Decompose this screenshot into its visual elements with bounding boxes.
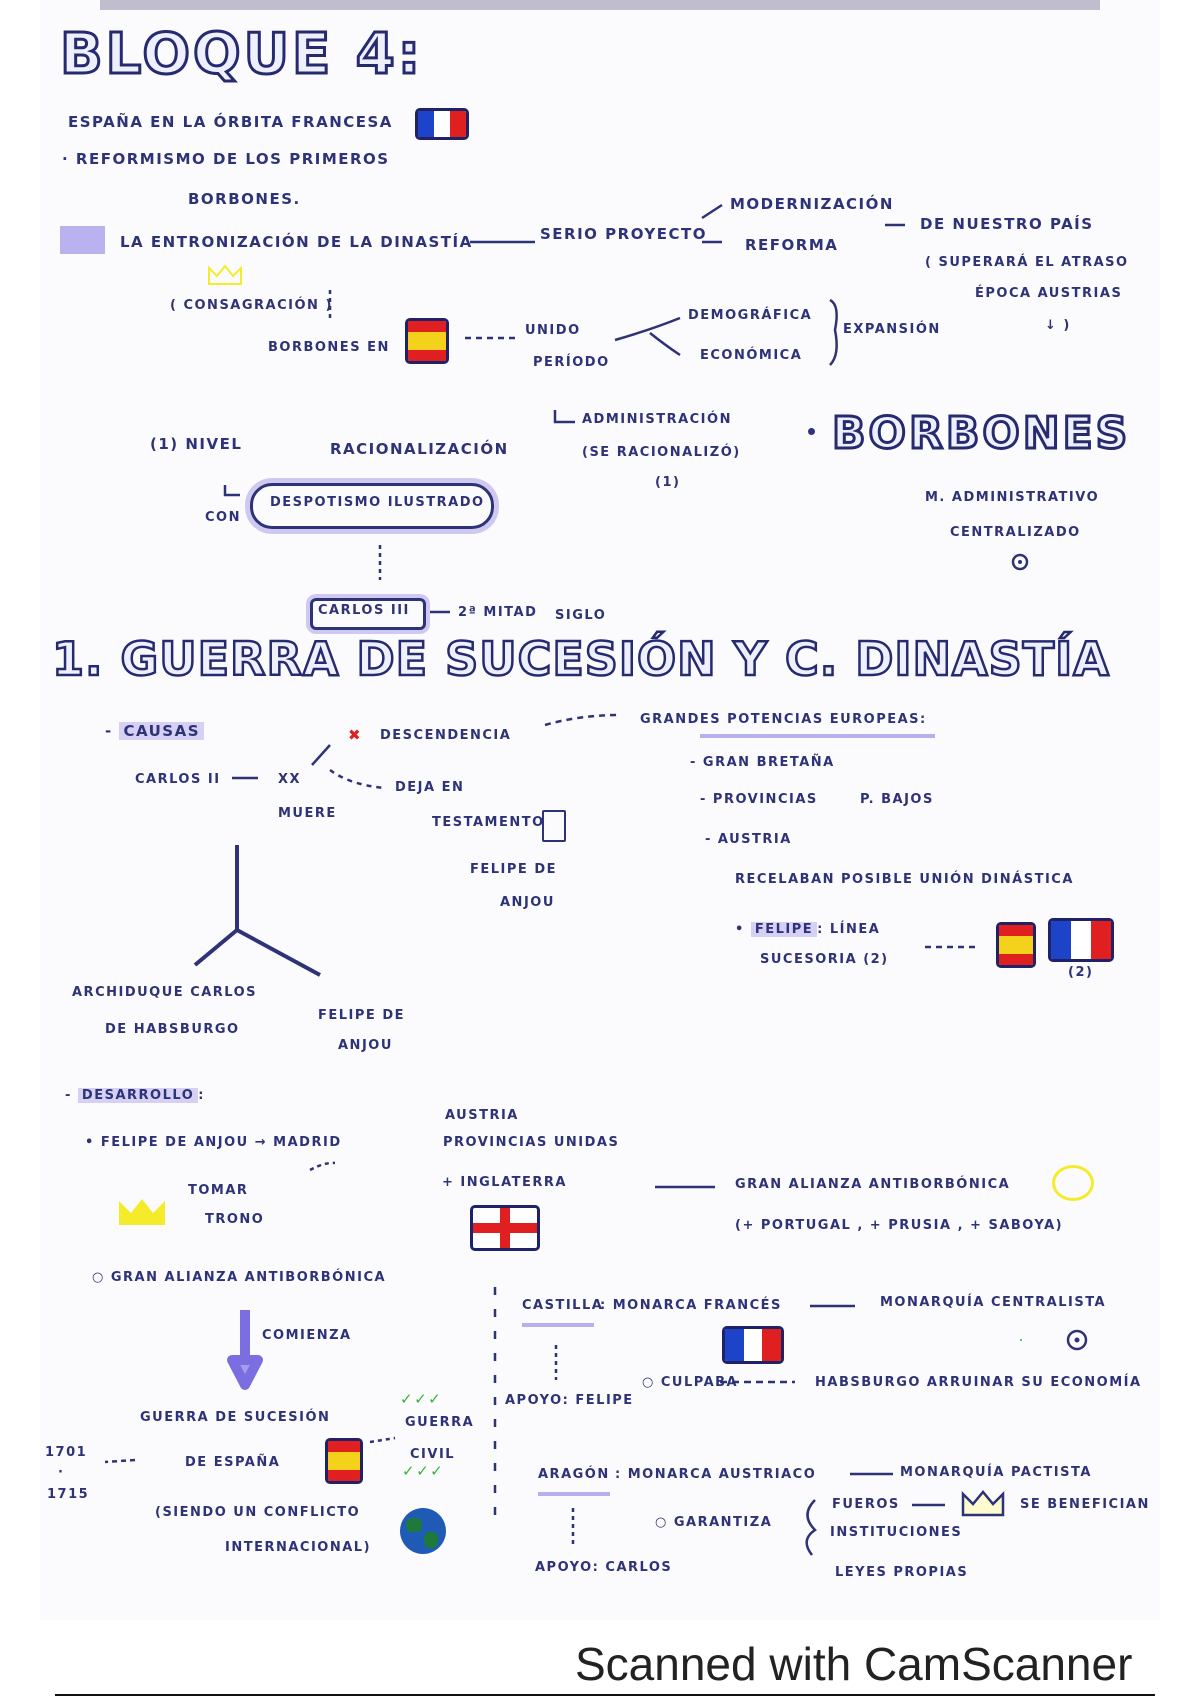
num2-text: (2) [1068,965,1094,980]
fueros-text: FUEROS [832,1497,900,1512]
guerra-civil-line-2: CIVIL [410,1447,456,1462]
desarrollo-label: - DESARROLLO : [65,1088,205,1103]
spain-flag-icon [405,318,449,364]
globe-icon [400,1508,446,1554]
arrow-grandes [545,715,620,725]
austria-ally-text: AUSTRIA [445,1108,519,1123]
habsburgo-text: HABSBURGO ARRUINAR SU ECONOMÍA [815,1375,1142,1390]
scanner-watermark: Scanned with CamScanner [575,1638,1133,1690]
gran-alianza-2-text: ○ GRAN ALIANZA ANTIBORBÓNICA [92,1270,387,1285]
gran-alianza-text: GRAN ALIANZA ANTIBORBÓNICA [735,1177,1011,1192]
bullet-dot [808,428,815,435]
de-espana-text: DE ESPAÑA [185,1455,281,1470]
felipe2-line-2: ANJOU [338,1038,393,1053]
carlos2-text: CARLOS II [135,772,221,787]
intro-line-2: · REFORMISMO DE LOS PRIMEROS [62,150,390,168]
intro-line-1: ESPAÑA EN LA ÓRBITA FRANCESA [68,113,393,131]
linea-text: : LÍNEA [817,922,881,937]
segunda-mitad-text: 2ª MITAD [458,605,538,620]
periodo-text: PERÍODO [533,355,610,370]
crown-sketch-icon [205,262,245,288]
guerra-civil-line-1: GUERRA [405,1415,475,1430]
inglaterra-text: + INGLATERRA [442,1175,567,1190]
ring-icon [1052,1165,1094,1201]
aliados-text: (+ PORTUGAL , + PRUSIA , + SABOYA) [735,1218,1064,1233]
trono-text: TRONO [205,1212,265,1227]
spain-flag-icon-2 [996,922,1036,968]
modernizacion-text: MODERNIZACIÓN [730,195,894,213]
aragon-monarquia-text: MONARQUÍA PACTISTA [900,1465,1092,1480]
arrow-administracion [555,410,575,422]
year-start-text: 1701 [45,1445,88,1460]
superara-line-1: ( SUPERARÁ EL ATRASO [925,255,1129,270]
siglo-text: SIGLO [555,608,607,623]
reforma-text: REFORMA [745,236,839,254]
muere-text: MUERE [278,806,337,821]
arrow-modernizacion [702,205,722,218]
year-sep: · [58,1465,65,1480]
nivel-text: (1) NIVEL [150,435,243,453]
expansion-text: EXPANSIÓN [843,322,941,337]
arrow-descendencia [312,745,330,765]
checks-bottom: ✓✓✓ [402,1462,445,1480]
superara-line-2: ÉPOCA AUSTRIAS [975,286,1123,301]
purple-marker [60,226,105,254]
castilla-monarquia-text: MONARQUÍA CENTRALISTA [880,1295,1107,1310]
castilla-monarca-text: : MONARCA FRANCÉS [600,1298,782,1313]
num1-text: (1) [655,475,681,490]
racionalizacion-text: RACIONALIZACIÓN [330,440,509,458]
se-racionalizo-text: (SE RACIONALIZÓ) [582,445,741,460]
xx-text: XX [278,772,302,787]
checks-top: ✓✓✓ [400,1390,443,1408]
france-flag-icon-3 [722,1326,784,1364]
x-mark-icon: ✖ [348,726,363,744]
aragon-monarca-text: : MONARCA AUSTRIACO [615,1467,817,1482]
causas-label: - CAUSAS [105,722,204,740]
footer-line [55,1694,1155,1696]
archiduque-line-2: DE HABSBURGO [105,1022,240,1037]
grandes-text: GRANDES POTENCIAS EUROPEAS: [640,712,927,727]
tomar-text: TOMAR [188,1183,249,1198]
arrow-guerra-civil [370,1438,395,1442]
gran-bretana-text: - GRAN BRETAÑA [690,755,835,770]
entronizacion-text: LA ENTRONIZACIÓN DE LA DINASTÍA [120,233,473,251]
arrow-deja [330,770,385,788]
stub [1020,1339,1022,1341]
deja-en-text: DEJA EN [395,780,465,795]
felipe-de-text: FELIPE DE [470,862,557,877]
de-nuestro-pais-text: DE NUESTRO PAÍS [920,215,1094,233]
brace-expansion [830,300,837,365]
crown-icon [117,1195,167,1227]
year-end-text: 1715 [47,1487,90,1502]
causas-text: CAUSAS [119,722,204,740]
page-title: BLOQUE 4: [60,22,424,87]
internacional-text: INTERNACIONAL) [225,1540,372,1555]
garantiza-text: GARANTIZA [673,1515,773,1530]
guerra-sucesion-text: GUERRA DE SUCESIÓN [140,1410,331,1425]
provincias-text: - PROVINCIAS [700,792,818,807]
england-flag-icon [470,1205,540,1251]
borbones-en-text: BORBONES EN [268,340,390,355]
centralizado-text: CENTRALIZADO [950,525,1081,540]
unido-text: UNIDO [525,323,581,338]
recelaban-text: RECELABAN POSIBLE UNIÓN DINÁSTICA [735,872,1074,887]
austria-text: - AUSTRIA [705,832,792,847]
leyes-text: LEYES PROPIAS [835,1565,969,1580]
france-flag-icon-2 [1048,918,1114,962]
culpaba-text: CULPABA [660,1375,739,1390]
serio-proyecto-text: SERIO PROYECTO [540,225,708,243]
economica-text: ECONÓMICA [700,348,803,363]
section-heading: 1. GUERRA DE SUCESIÓN Y C. DINASTÍA [52,632,1110,686]
superara-line-3: ↓ ) [1045,318,1071,333]
felipe-madrid-text: • FELIPE DE ANJOU → MADRID [85,1135,342,1150]
felipe-linea-label: • FELIPE : LÍNEA [735,922,881,937]
garantiza-label: ○ GARANTIZA [655,1515,773,1530]
comienza-text: COMIENZA [262,1328,352,1343]
borbones-heading: BORBONES [832,408,1131,459]
spain-flag-icon-3 [325,1438,363,1484]
descendencia-text: DESCENDENCIA [380,728,512,743]
arrow-con [225,485,240,495]
arrow-tomar [310,1163,335,1170]
demografica-text: DEMOGRÁFICA [688,308,813,323]
sucesoria-text: SUCESORIA (2) [760,952,889,967]
castilla-underline [522,1323,594,1327]
castilla-label: CASTILLA [522,1298,604,1313]
aragon-apoyo-text: APOYO: CARLOS [535,1560,673,1575]
aragon-label: ARAGÓN [538,1467,610,1482]
felipe2-line-1: FELIPE DE [318,1008,405,1023]
intro-line-3: BORBONES. [188,190,301,208]
castilla-apoyo-text: APOYO: FELIPE [505,1393,634,1408]
instituciones-text: INSTITUCIONES [830,1525,963,1540]
testamento-text: TESTAMENTO [432,815,545,830]
tripod [195,845,320,975]
provincias-unidas-text: PROVINCIAS UNIDAS [443,1135,620,1150]
crown-outline-icon [960,1488,1006,1518]
carlos3-text: CARLOS III [318,603,410,618]
desarrollo-text: DESARROLLO [78,1088,198,1103]
grandes-underline [700,734,935,738]
archiduque-line-1: ARCHIDUQUE CARLOS [72,985,258,1000]
arrow-years [105,1460,135,1462]
aragon-underline [538,1492,610,1496]
arrow-comienza [232,1310,258,1385]
m-administrativo-text: M. ADMINISTRATIVO [925,490,1100,505]
brace-garantiza [807,1500,815,1555]
p-bajos-text: P. BAJOS [860,792,934,807]
siendo-text: (SIENDO UN CONFLICTO [155,1505,361,1520]
document-icon [542,810,566,842]
france-flag-icon [415,108,469,140]
fork-periodo [615,318,680,355]
consagracion-text: ( CONSAGRACIÓN ) [170,298,333,313]
administracion-text: ADMINISTRACIÓN [582,412,732,427]
con-text: CON [205,510,241,525]
felipe-linea-text: FELIPE [751,922,817,937]
gran-alianza-2-inner: GRAN ALIANZA ANTIBORBÓNICA [110,1270,387,1285]
se-benefician-text: SE BENEFICIAN [1020,1497,1150,1512]
culpaba-label: ○ CULPABA [642,1375,739,1390]
felipe-madrid-inner: FELIPE DE ANJOU → MADRID [100,1135,342,1150]
anjou-text: ANJOU [500,895,555,910]
despotismo-text: DESPOTISMO ILUSTRADO [270,495,485,510]
